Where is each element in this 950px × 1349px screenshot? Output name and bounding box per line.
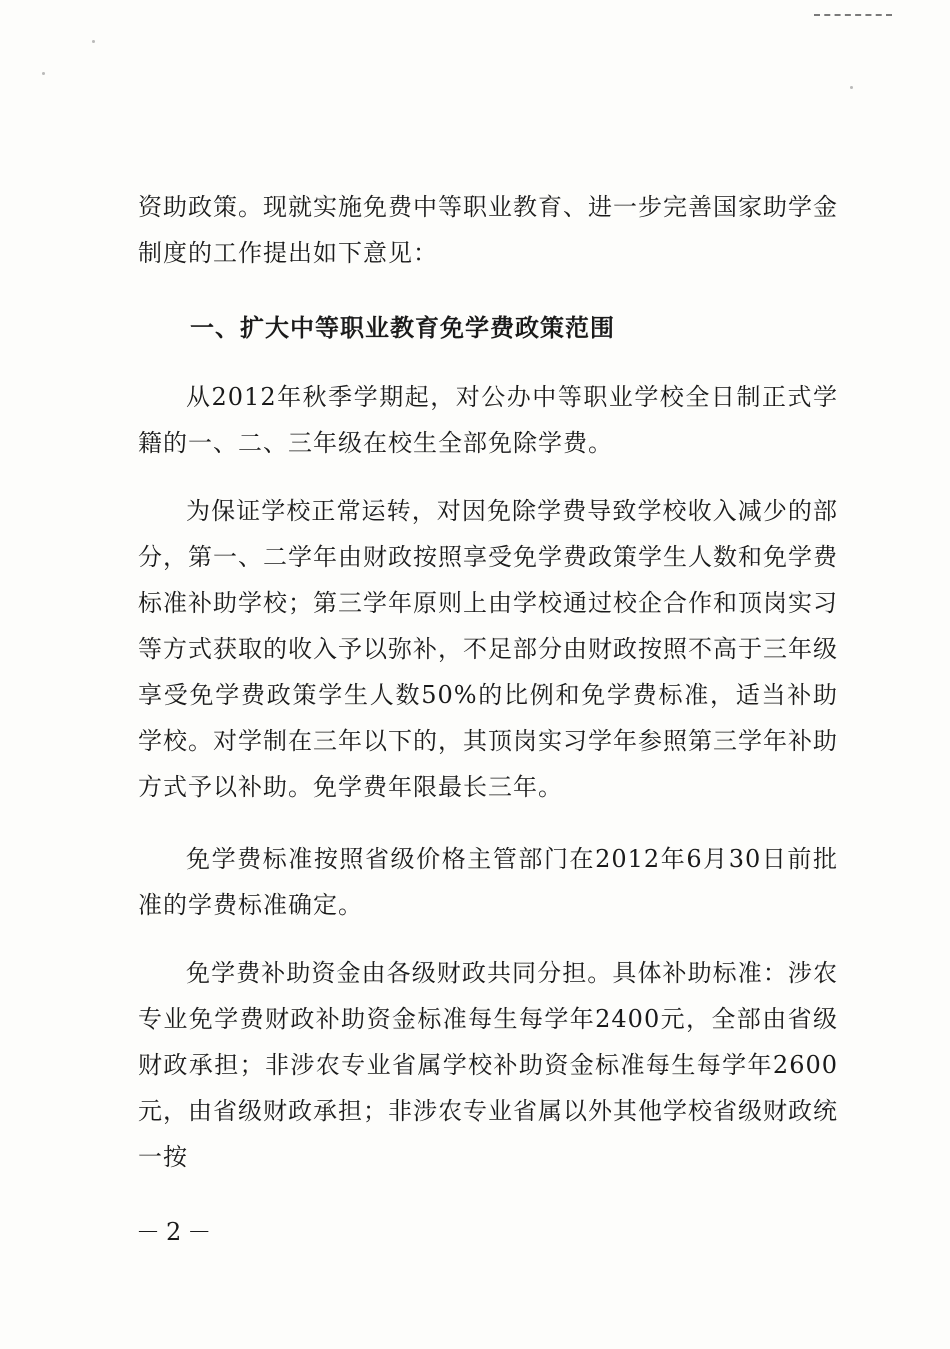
paragraph-text: 从2012年秋季学期起，对公办中等职业学校全日制正式学籍的一、二、三年级在校生全部免除学费。	[138, 383, 838, 457]
section-heading: 一、扩大中等职业教育免学费政策范围	[190, 314, 615, 342]
paragraph-text: 为保证学校正常运转，对因免除学费导致学校收入减少的部分，第一、二学年由财政按照享受免学费政策学生人数和免学费标准补助学校；第三学年原则上由学校通过校企合作和顶岗实习等方式获取的收入予以弥补，不足部分由财政按照不高于三年级享受免学费政策学生人数50%的比例和免学费标准，适当补助学校。对学制在三年以下的，其顶岗实习学年参照第三学年补助方式予以补助。免学费年限最长三年。	[138, 497, 838, 801]
scan-speck	[850, 86, 853, 89]
paragraph-funding	[138, 950, 838, 1180]
scan-speck	[42, 72, 45, 75]
page-number: －2－	[136, 1218, 218, 1246]
paragraph-text: 资助政策。现就实施免费中等职业教育、进一步完善国家助学金制度的工作提出如下意见：	[138, 193, 838, 267]
paragraph-text: 免学费补助资金由各级财政共同分担。具体补助标准：涉农专业免学费财政补助资金标准每生每学年2400元，全部由省级财政承担；非涉农专业省属学校补助资金标准每生每学年2600元，由省级财政承担；非涉农专业省属以外其他学校省级财政统一按	[138, 959, 838, 1171]
paragraph-subsidy-rules	[138, 488, 838, 810]
paragraph-scope	[138, 374, 838, 466]
paragraph-standard	[138, 836, 838, 928]
scan-speck	[92, 40, 95, 43]
paragraph-text: 免学费标准按照省级价格主管部门在2012年6月30日前批准的学费标准确定。	[138, 845, 838, 919]
scan-artifact-mark	[814, 14, 892, 18]
paragraph-intro-continuation	[138, 184, 838, 276]
